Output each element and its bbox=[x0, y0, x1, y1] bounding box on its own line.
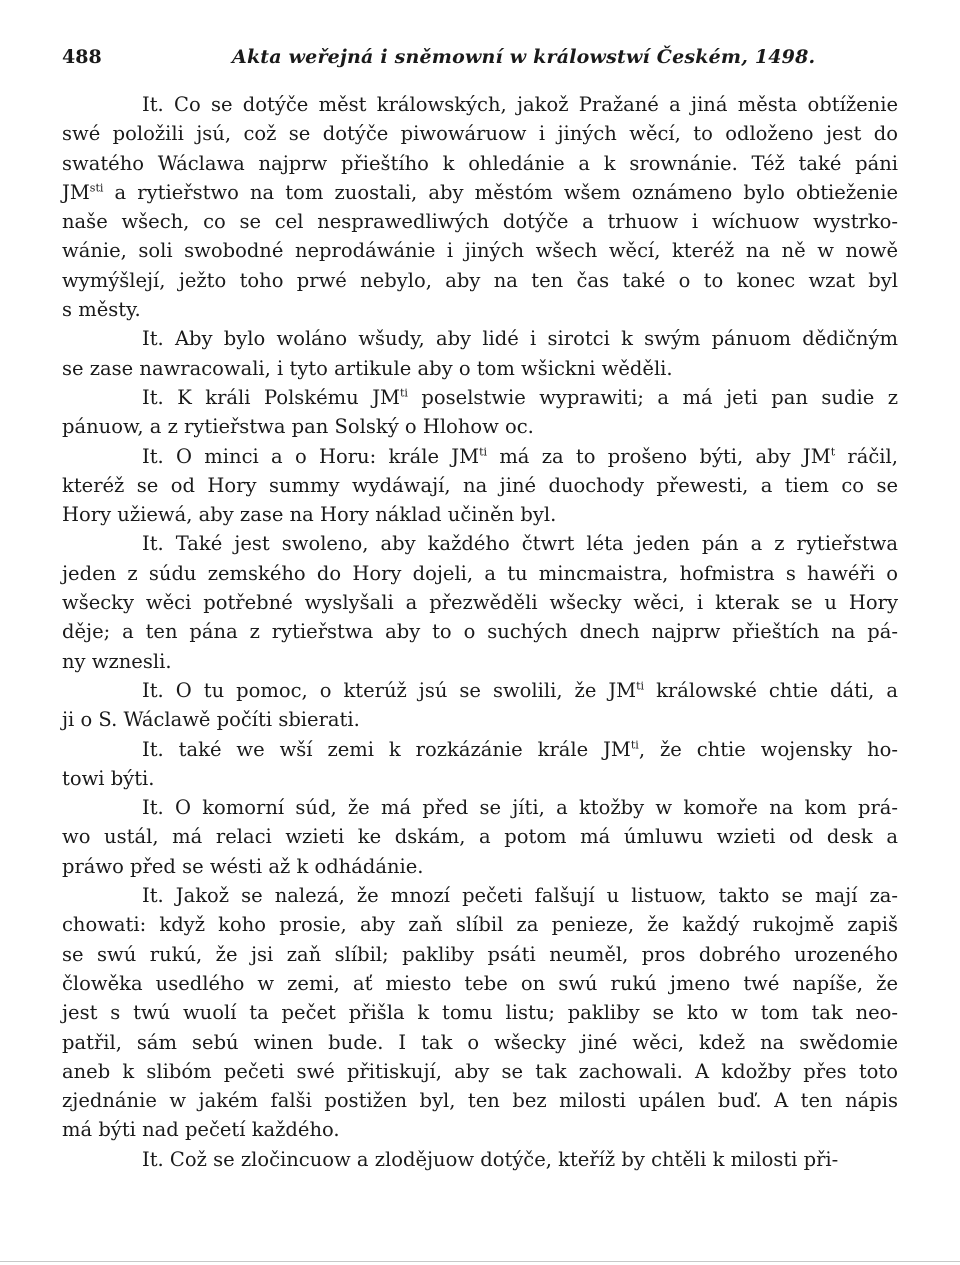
text-line: wánie, soli swobodné neprodáwánie i jiných wšech wěcí, kteréž na ně w nowě bbox=[62, 239, 898, 263]
text-line: towi býti. bbox=[62, 766, 155, 790]
text-line: jest s twú wuolí ta pečet přišla k tomu listu; pakliby se kto w tom tak neo- bbox=[62, 1001, 898, 1025]
text-line: patřil, sám sebú winen bude. I tak o wšecky jiné wěci, kdež na swědomie bbox=[62, 1030, 898, 1054]
text-line: aneb k slibóm pečeti swé přitiskují, aby se tak zachowali. A kdožby přes toto bbox=[62, 1059, 898, 1083]
text-line: It. Co se dotýče měst králowských, jakož Pražané a jiná města obtíženie bbox=[142, 93, 898, 116]
paragraph bbox=[62, 529, 898, 675]
text-line: $JM^{sti}$ a rytieřstwo na tom zuostali, aby městóm wšem oznámeno bylo obtieženie bbox=[62, 180, 898, 204]
body-text bbox=[62, 90, 898, 1174]
text-line: se zase nawracowali, i tyto artikule aby o tom wšickni wěděli. bbox=[62, 356, 673, 380]
text-line: práwo před se wésti až k odhádánie. bbox=[62, 854, 424, 878]
text-line: jeden z súdu zemského do Hory dojeli, a tu mincmaistra, hofmistra s hawéři o bbox=[62, 561, 898, 585]
text-line: člowěka usedlého w zemi, ať miesto tebe on swú rukú jmeno twé napíše, že bbox=[62, 971, 898, 995]
paragraph bbox=[62, 676, 898, 735]
paragraph bbox=[62, 383, 898, 442]
page-header bbox=[62, 46, 898, 76]
text-line: It. O tu pomoc, o kterúž jsú se swolili, že $JM^{ti}$ králowské chtie dáti, a bbox=[142, 678, 898, 702]
text-line: It. Což se zločincuow a zlodějuow dotýče, kteříž by chtěli k milosti při- bbox=[142, 1147, 839, 1171]
text-line: It. Aby bylo woláno wšudy, aby lidé i sirotci k swým pánuom dědičným bbox=[142, 327, 898, 351]
text-line: s městy. bbox=[62, 298, 141, 322]
paragraph bbox=[62, 881, 898, 1145]
text-line: chowati: když koho prosie, aby zaň slíbil za penieze, že každý rukojmě zapiš bbox=[62, 913, 898, 937]
text-line: It. Také jest swoleno, aby každého čtwrt léta jeden pán a z rytieřstwa bbox=[142, 532, 898, 556]
text-line: It. O komorní súd, že má před se jíti, a ktožby w komoře na kom prá- bbox=[142, 796, 898, 820]
text-line: má býti nad pečetí každého. bbox=[62, 1118, 340, 1142]
text-line: wo ustál, má relaci wzieti ke dskám, a potom má úmluwu wzieti od desk a bbox=[62, 825, 898, 849]
text-line: kteréž se od Hory summy wydáwají, na jiné duochody přewesti, a tiem co se bbox=[62, 473, 898, 497]
text-line: swatého Wáclawa najprw přieštího k ohledánie a k srownánie. Též také páni bbox=[62, 151, 898, 175]
running-title: Akta weřejná i sněmowní w králowstwí Českém, 1498. bbox=[232, 46, 816, 68]
text-line: ji o S. Wáclawě počíti sbierati. bbox=[62, 708, 360, 732]
text-line: děje; a ten pána z rytieřstwa aby to o suchých dnech najprw přieštích na pá- bbox=[62, 620, 898, 644]
paragraph bbox=[62, 735, 898, 794]
text-line: pánuow, a z rytieřstwa pan Solský o Hlohow oc. bbox=[62, 415, 534, 439]
page-edge-line bbox=[0, 1261, 960, 1262]
text-line: zjednánie w jakém falši postižen byl, ten bez milosti upálen buď. A ten nápis bbox=[62, 1089, 898, 1113]
text-line: wymýšlejí, ježto toho prwé nebylo, aby na ten čas také o to konec wzat byl bbox=[62, 268, 898, 292]
paragraph bbox=[62, 442, 898, 530]
text-line: naše wšech, co se cel nesprawedliwých dotýče a trhuow i wíchuow wystrko- bbox=[62, 210, 898, 234]
text-line: It. také we wší zemi k rozkázánie krále $JM^{ti}$, že chtie wojensky ho- bbox=[142, 737, 898, 761]
text-line: Hory užiewá, aby zase na Hory náklad učiněn byl. bbox=[62, 503, 557, 527]
paragraph bbox=[62, 1145, 898, 1174]
text-line: wšecky wěci potřebné wyslyšali a přezwěděli wšecky wěci, i kterak se u Hory bbox=[62, 591, 898, 615]
text-line: se swú rukú, že jsi zaň slíbil; pakliby psáti neuměl, pros dobrého urozeného bbox=[62, 942, 898, 966]
paragraph bbox=[62, 90, 898, 324]
text-line: It. Jakož se nalezá, že mnozí pečeti falšují u listuow, takto se mají za- bbox=[142, 884, 898, 908]
paragraph bbox=[62, 793, 898, 881]
paragraph bbox=[62, 324, 898, 383]
page-number: 488 bbox=[62, 46, 102, 68]
text-line: It. K králi Polskému $JM^{ti}$ poselstwie wyprawiti; a má jeti pan sudie z bbox=[142, 385, 898, 409]
text-line: swé položili jsú, což se dotýče piwowáruow i jiných wěcí, to odloženo jest do bbox=[62, 122, 898, 146]
text-line: ny wznesli. bbox=[62, 649, 172, 673]
text-line: It. O minci a o Horu: krále $JM^{ti}$ má za to prošeno býti, aby $JM^t$ ráčil, bbox=[142, 444, 898, 468]
